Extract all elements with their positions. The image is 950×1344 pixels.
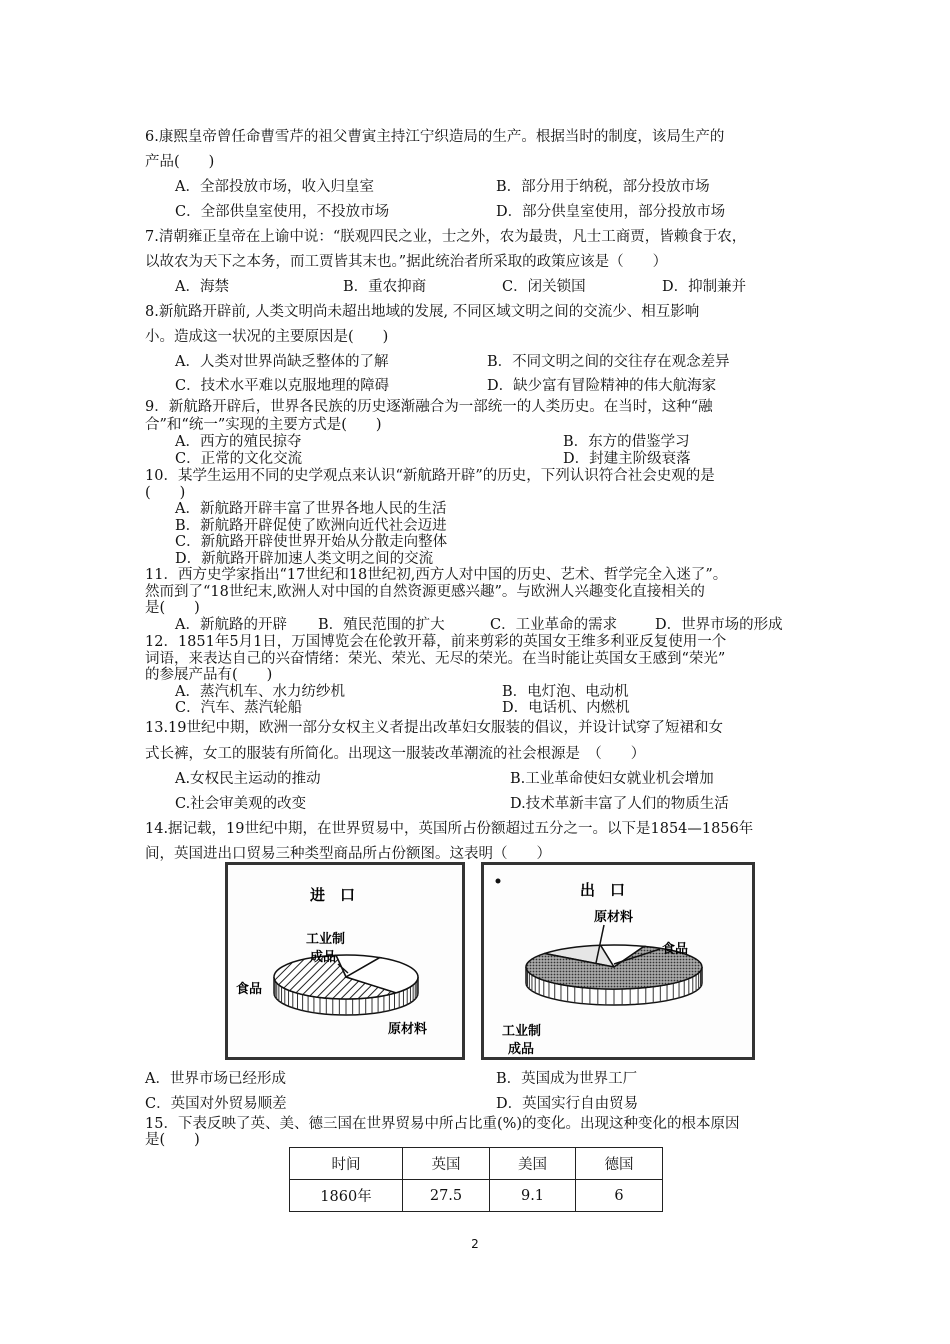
- q14-option-b[interactable]: B．英国成为世界工厂: [496, 1071, 638, 1087]
- q11-option-b[interactable]: B．殖民范围的扩大: [318, 617, 445, 633]
- q9-option-c[interactable]: C．正常的文化交流: [175, 451, 303, 467]
- q13-option-d[interactable]: D.技术革新丰富了人们的物质生活: [510, 796, 729, 812]
- q12-option-d[interactable]: D．电话机、内燃机: [502, 700, 630, 716]
- trade-share-table: [289, 1147, 663, 1212]
- page-number: 2: [471, 1237, 479, 1251]
- q11-stem-line3: 是( ): [145, 600, 200, 616]
- q8-stem-line1: 8.新航路开辟前, 人类文明尚未超出地域的发展, 不同区域文明之间的交流少、相互影响: [145, 304, 700, 320]
- q12-stem-line3: 的参展产品有( ): [145, 667, 273, 683]
- q6-option-d[interactable]: D．部分供皇室使用，部分投放市场: [496, 204, 726, 220]
- table-header-row: [290, 1148, 663, 1180]
- q8-option-b[interactable]: B．不同文明之间的交往存在观念差异: [487, 354, 730, 370]
- q10-option-d[interactable]: D．新航路开辟加速人类文明之间的交流: [175, 551, 434, 567]
- q11-option-c[interactable]: C．工业革命的需求: [490, 617, 618, 633]
- q13-option-a[interactable]: A.女权民主运动的推动: [175, 771, 321, 787]
- q12-stem-line2: 词语，来表达自己的兴奋情绪：荣光、荣光、无尽的荣光。在当时能让英国女王感到“荣光”: [145, 651, 726, 667]
- table-header-cell: 时间: [290, 1148, 403, 1180]
- import-label-raw: 原材料: [388, 1021, 428, 1036]
- q6-stem-line1: 6.康熙皇帝曾任命曹雪芹的祖父曹寅主持江宁织造局的生产。根据当时的制度，该局生产的: [145, 129, 725, 145]
- q8-stem-line2: 小。造成这一状况的主要原因是( ): [145, 329, 389, 345]
- q12-option-b[interactable]: B．电灯泡、电动机: [502, 684, 629, 700]
- q9-option-a[interactable]: A．西方的殖民掠夺: [175, 434, 302, 450]
- export-label-manufactured-2: 成品: [508, 1041, 535, 1056]
- q10-option-c[interactable]: C．新航路开辟使世界开始从分散走向整体: [175, 534, 448, 550]
- q11-stem-line1: 11．西方史学家指出“17世纪和18世纪初,西方人对中国的历史、艺术、哲学完全入迷了”。: [145, 567, 728, 583]
- q14-option-d[interactable]: D．英国实行自由贸易: [496, 1096, 639, 1112]
- import-chart-panel: [225, 862, 465, 1060]
- table-header-cell: 德国: [576, 1148, 663, 1180]
- q10-stem-line2: ( ): [145, 485, 186, 501]
- import-chart-title: 进 口: [310, 888, 356, 904]
- q8-option-c[interactable]: C．技术水平难以克服地理的障碍: [175, 378, 390, 394]
- q13-option-b[interactable]: B.工业革命使妇女就业机会增加: [510, 771, 714, 787]
- import-pie-chart: [228, 865, 462, 1057]
- export-label-food: 食品: [662, 941, 689, 956]
- q6-option-b[interactable]: B．部分用于纳税，部分投放市场: [496, 179, 710, 195]
- table-row: [290, 1180, 663, 1212]
- q7-option-a[interactable]: A．海禁: [175, 279, 229, 295]
- q6-option-a[interactable]: A．全部投放市场，收入归皇室: [175, 179, 374, 195]
- q10-option-b[interactable]: B．新航路开辟促使了欧洲向近代社会迈进: [175, 518, 447, 534]
- table-cell: 6: [576, 1180, 663, 1212]
- q13-option-c[interactable]: C.社会审美观的改变: [175, 796, 307, 812]
- q9-stem-line1: 9．新航路开辟后，世界各民族的历史逐渐融合为一部统一的人类历史。在当时，这种“融: [145, 399, 713, 415]
- table-cell: 1860年: [290, 1180, 403, 1212]
- q9-option-d[interactable]: D．封建主阶级衰落: [563, 451, 691, 467]
- table-header-cell: 美国: [490, 1148, 576, 1180]
- export-label-manufactured-1: 工业制: [502, 1023, 542, 1038]
- q7-stem-line1: 7.清朝雍正皇帝在上谕中说：“朕观四民之业，士之外，农为最贵，凡士工商贾，皆赖食于农，: [145, 229, 747, 245]
- q10-option-a[interactable]: A．新航路开辟丰富了世界各地人民的生活: [175, 501, 447, 517]
- q11-option-d[interactable]: D．世界市场的形成: [655, 617, 783, 633]
- import-pie-top: [274, 955, 418, 999]
- table-cell: 27.5: [403, 1180, 490, 1212]
- import-label-food: 食品: [236, 981, 263, 996]
- q8-option-d[interactable]: D．缺少富有冒险精神的伟大航海家: [487, 378, 717, 394]
- q14-stem-line1: 14.据记载，19世纪中期，在世界贸易中，英国所占份额超过五分之一。以下是1854—1856年: [145, 821, 754, 837]
- import-label-manufactured-2: 成品: [310, 949, 337, 964]
- q9-stem-line2: 合”和“统一”实现的主要方式是( ): [145, 417, 382, 433]
- q7-option-c[interactable]: C．闭关锁国: [502, 279, 586, 295]
- q12-option-c[interactable]: C．汽车、蒸汽轮船: [175, 700, 303, 716]
- import-label-manufactured-1: 工业制: [306, 931, 346, 946]
- q13-stem-line1: 13.19世纪中期，欧洲一部分女权主义者提出改革妇女服装的倡议，并设计试穿了短裙和女: [145, 720, 724, 736]
- q11-stem-line2: 然而到了“18世纪末,欧洲人对中国的自然资源更感兴趣”。与欧洲人兴趣变化直接相关的: [145, 584, 705, 600]
- export-label-raw: 原材料: [594, 909, 634, 924]
- q12-option-a[interactable]: A．蒸汽机车、水力纺纱机: [175, 684, 345, 700]
- q14-stem-line2: 间，英国进出口贸易三种类型商品所占份额图。这表明（ ）: [145, 846, 551, 862]
- q13-stem-line2: 式长裤，女工的服装有所简化。出现这一服装改革潮流的社会根源是 （ ）: [145, 746, 646, 762]
- q6-stem-line2: 产品( ): [145, 154, 215, 170]
- q9-option-b[interactable]: B．东方的借鉴学习: [563, 434, 690, 450]
- q7-option-b[interactable]: B．重农抑商: [343, 279, 427, 295]
- q14-option-a[interactable]: A．世界市场已经形成: [145, 1071, 286, 1087]
- q11-option-a[interactable]: A．新航路的开辟: [175, 617, 287, 633]
- export-chart-title: 出 口: [580, 883, 626, 899]
- q10-stem-line1: 10．某学生运用不同的史学观点来认识“新航路开辟”的历史，下列认识符合社会史观的是: [145, 468, 715, 484]
- q6-option-c[interactable]: C．全部供皇室使用，不投放市场: [175, 204, 390, 220]
- q7-option-d[interactable]: D．抑制兼并: [662, 279, 747, 295]
- trade-pie-charts: [225, 862, 755, 1060]
- q8-option-a[interactable]: A．人类对世界尚缺乏整体的了解: [175, 354, 389, 370]
- q12-stem-line1: 12．1851年5月1日，万国博览会在伦敦开幕，前来剪彩的英国女王维多利亚反复使用一个: [145, 634, 727, 650]
- corner-dot-mark: [496, 879, 501, 884]
- q14-option-c[interactable]: C．英国对外贸易顺差: [145, 1096, 287, 1112]
- export-pie-chart: [484, 865, 752, 1057]
- export-chart-panel: [481, 862, 755, 1060]
- table-header-cell: 英国: [403, 1148, 490, 1180]
- q7-stem-line2: 以故农为天下之本务，而工贾皆其末也。”据此统治者所采取的政策应该是（ ）: [145, 254, 668, 270]
- q15-stem-line2: 是( ): [145, 1132, 200, 1148]
- table-cell: 9.1: [490, 1180, 576, 1212]
- q15-stem-line1: 15．下表反映了英、美、德三国在世界贸易中所占比重(%)的变化。出现这种变化的根本原因: [145, 1116, 740, 1132]
